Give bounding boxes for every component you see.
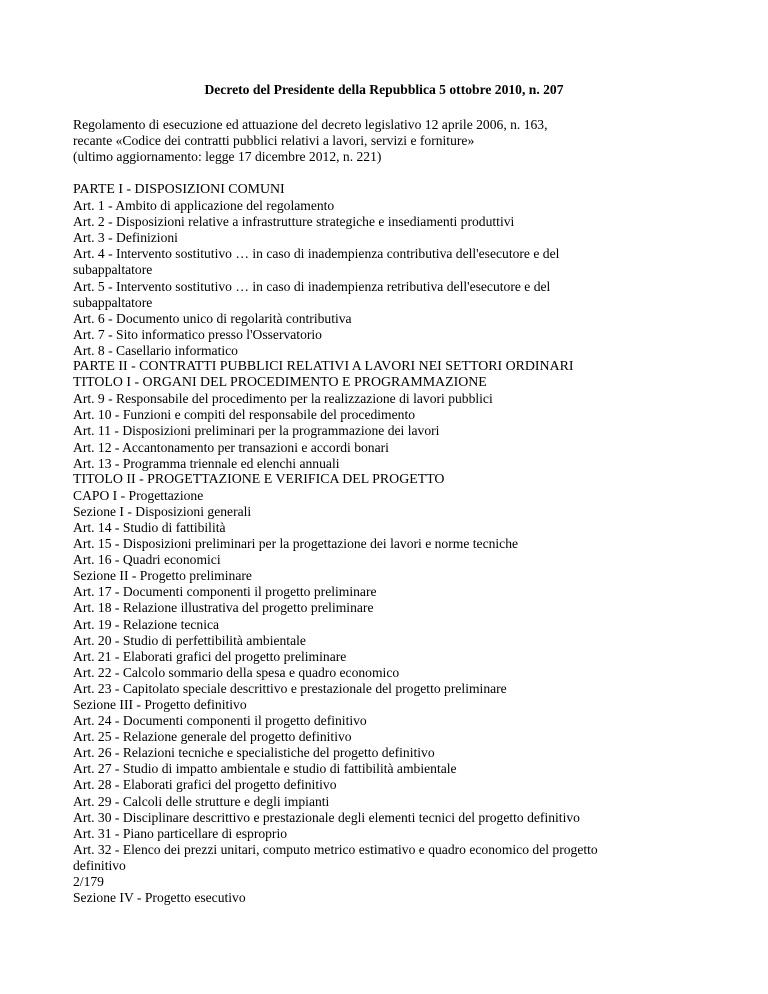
toc-heading: TITOLO II - PROGETTAZIONE E VERIFICA DEL PROGETTO <box>73 471 445 487</box>
toc-entry: Art. 16 - Quadri economici <box>73 552 221 568</box>
toc-entry: Art. 32 - Elenco dei prezzi unitari, computo metrico estimativo e quadro economico del progetto <box>73 841 598 857</box>
toc-entry: Art. 14 - Studio di fattibilità <box>73 519 226 535</box>
toc-entry: Art. 11 - Disposizioni preliminari per la programmazione dei lavori <box>73 423 440 439</box>
toc-entry: Art. 8 - Casellario informatico <box>73 342 238 358</box>
toc-entry: Art. 28 - Elaborati grafici del progetto definitivo <box>73 777 337 793</box>
toc-entry: Art. 5 - Intervento sostitutivo … in caso di inadempienza retributiva dell'esecutore e del <box>73 278 551 294</box>
toc-entry: Art. 23 - Capitolato speciale descrittivo e prestazionale del progetto preliminare <box>73 680 507 696</box>
toc-entry: Art. 13 - Programma triennale ed elenchi annuali <box>73 455 340 471</box>
toc-entry: Art. 18 - Relazione illustrativa del progetto preliminare <box>73 600 374 616</box>
toc-entry: Art. 3 - Definizioni <box>73 230 178 246</box>
toc-entry: Art. 6 - Documento unico di regolarità contributiva <box>73 310 352 326</box>
toc-entry: Art. 10 - Funzioni e compiti del responsabile del procedimento <box>73 407 416 423</box>
toc-entry: Sezione II - Progetto preliminare <box>73 568 252 584</box>
toc-entry: 2/179 <box>73 874 104 890</box>
toc-entry: Art. 2 - Disposizioni relative a infrastrutture strategiche e insediamenti produttivi <box>73 214 515 230</box>
document-title: Decreto del Presidente della Repubblica 5 ottobre 2010, n. 207 <box>204 82 564 97</box>
toc-entry: Art. 12 - Accantonamento per transazioni e accordi bonari <box>73 439 389 455</box>
toc-entry: Art. 26 - Relazioni tecniche e specialistiche del progetto definitivo <box>73 745 435 761</box>
toc-entry: Art. 27 - Studio di impatto ambientale e studio di fattibilità ambientale <box>73 761 457 777</box>
toc-heading: PARTE I - DISPOSIZIONI COMUNI <box>73 182 285 197</box>
toc-entry: Art. 15 - Disposizioni preliminari per la progettazione dei lavori e norme tecniche <box>73 536 519 552</box>
toc-entry: Art. 31 - Piano particellare di esproprio <box>73 825 288 841</box>
table-of-contents <box>73 182 723 906</box>
toc-entry: Art. 21 - Elaborati grafici del progetto preliminare <box>73 648 347 664</box>
toc-entry: Art. 4 - Intervento sostitutivo … in caso di inadempienza contributiva dell'esecutore e del <box>73 246 560 262</box>
toc-entry: Art. 30 - Disciplinare descrittivo e prestazionale degli elementi tecnici del progetto definitivo <box>73 809 580 825</box>
toc-heading: PARTE II - CONTRATTI PUBBLICI RELATIVI A LAVORI NEI SETTORI ORDINARI <box>73 359 574 375</box>
toc-entry: CAPO I - Progettazione <box>73 487 204 503</box>
toc-entry: Art. 29 - Calcoli delle strutture e degli impianti <box>73 793 330 809</box>
toc-entry: Art. 7 - Sito informatico presso l'Osservatorio <box>73 326 322 342</box>
toc-entry: Sezione IV - Progetto esecutivo <box>73 890 246 906</box>
subtitle-line: (ultimo aggiornamento: legge 17 dicembre 2012, n. 221) <box>73 149 382 165</box>
toc-entry: definitivo <box>73 857 126 873</box>
toc-entry: Art. 19 - Relazione tecnica <box>73 616 220 632</box>
toc-entry: Art. 20 - Studio di perfettibilità ambientale <box>73 632 306 648</box>
toc-heading: TITOLO I - ORGANI DEL PROCEDIMENTO E PROGRAMMAZIONE <box>73 375 487 391</box>
subtitle-line: Regolamento di esecuzione ed attuazione del decreto legislativo 12 aprile 2006, n. 163, <box>73 117 548 132</box>
toc-entry: Art. 17 - Documenti componenti il progetto preliminare <box>73 584 377 600</box>
subtitle-line: recante «Codice dei contratti pubblici relativi a lavori, servizi e forniture» <box>73 133 475 149</box>
toc-entry: Sezione I - Disposizioni generali <box>73 503 252 519</box>
toc-entry: Art. 24 - Documenti componenti il progetto definitivo <box>73 713 367 729</box>
toc-entry: subappaltatore <box>73 262 153 278</box>
toc-entry: subappaltatore <box>73 294 153 310</box>
toc-entry: Art. 25 - Relazione generale del progetto definitivo <box>73 729 352 745</box>
document-subtitle <box>73 117 713 166</box>
toc-entry: Art. 9 - Responsabile del procedimento per la realizzazione di lavori pubblici <box>73 391 493 407</box>
toc-entry: Art. 1 - Ambito di applicazione del regolamento <box>73 198 335 214</box>
toc-entry: Sezione III - Progetto definitivo <box>73 697 247 712</box>
toc-entry: Art. 22 - Calcolo sommario della spesa e quadro economico <box>73 664 400 680</box>
